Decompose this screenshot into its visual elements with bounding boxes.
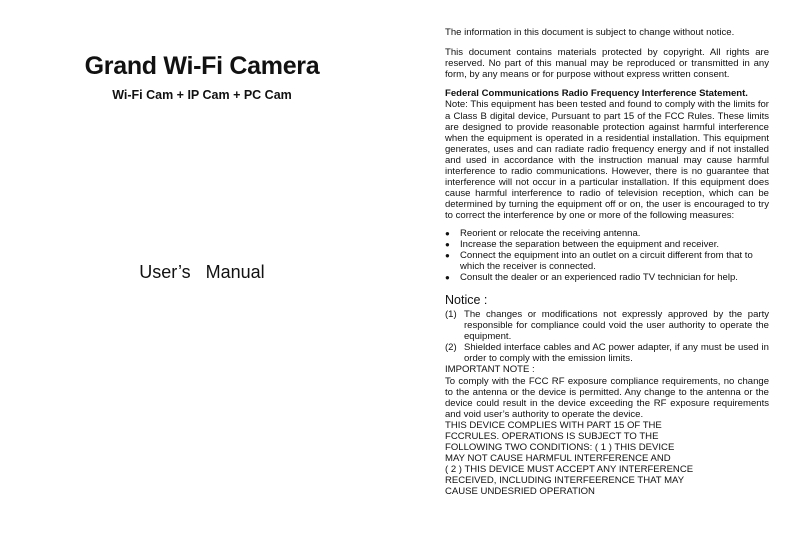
- notice-list: [445, 309, 769, 364]
- important-heading: IMPORTANT NOTE :: [445, 364, 535, 376]
- list-item: ● Connect the equipment into an outlet on a circuit different from that to which the receiver is connected.: [445, 250, 769, 272]
- measures-list: [445, 228, 769, 283]
- list-item: [445, 342, 769, 364]
- compliance-line: THIS DEVICE COMPLIES WITH PART 15 OF THE: [445, 419, 662, 431]
- item-text: The changes or modifications not expressly approved by the party responsible for compliance could void the user authority to operate the equipment.: [464, 308, 769, 343]
- notice-title: Notice :: [445, 292, 488, 307]
- compliance-line: MAY NOT CAUSE HARMFUL INTERFERENCE AND: [445, 453, 671, 465]
- product-title: Grand Wi-Fi Camera: [84, 52, 320, 80]
- legal-notice-page: [445, 27, 769, 498]
- compliance-line: FCCRULES. OPERATIONS IS SUBJECT TO THE: [445, 431, 659, 442]
- compliance-line: RECEIVED, INCLUDING INTERFEERENCE THAT MAY: [445, 475, 685, 487]
- important-text: To comply with the FCC RF exposure compliance requirements, no change to the antenna or the device is permitted. Any change to the antenna or the device could result in the device exceeding the RF exposure requirements and void user’s authority to operate the device.: [445, 375, 769, 420]
- list-item: [445, 309, 769, 342]
- item-number: (2): [445, 342, 457, 354]
- product-subtitle: Wi-Fi Cam + IP Cam + PC Cam: [112, 88, 292, 102]
- copyright-notice: This document contains materials protected by copyright. All rights are reserved. No part of this manual may be reproduced or transmitted in any form, by any means or for purpose without express written consent.: [445, 47, 769, 81]
- list-item: ● Reorient or relocate the receiving antenna.: [445, 228, 769, 239]
- fcc-note: Note: This equipment has been tested and found to comply with the limits for a Class B digital device, Pursuant to part 15 of the FCC Rules. These limits are designed to provide reasonable protection against harmful interference when the equipment is operated in a residential installation. This equipment generates, uses and can radiate radio frequency energy and if not installed and used in accordance with the instruction manual may cause harmful interference to radio communications. However, there is no guarantee that interference will not occur in a particular installation. If this equipment does cause harmful interference to radio of television reception, which can be determined by turning the equipment off or on, the user is encouraged to try to correct the interference by one or more of the following measures:: [445, 99, 769, 222]
- compliance-statement: [445, 420, 769, 498]
- compliance-line: FOLLOWING TWO CONDITIONS: ( 1 ) THIS DEVICE: [445, 442, 675, 454]
- manual-title: User’s Manual: [139, 262, 265, 282]
- list-item: ● Increase the separation between the equipment and receiver.: [445, 239, 769, 250]
- compliance-line: ( 2 ) THIS DEVICE MUST ACCEPT ANY INTERFERENCE: [445, 464, 694, 476]
- info-notice: The information in this document is subject to change without notice.: [445, 27, 735, 38]
- list-item: ● Consult the dealer or an experienced radio TV technician for help.: [445, 272, 769, 283]
- item-number: (1): [445, 308, 457, 320]
- item-text: Shielded interface cables and AC power adapter, if any must be used in order to comply with the emission limits.: [464, 342, 769, 365]
- compliance-line: CAUSE UNDESRIED OPERATION: [445, 486, 595, 498]
- fcc-heading: Federal Communications Radio Frequency Interference Statement.: [445, 88, 748, 100]
